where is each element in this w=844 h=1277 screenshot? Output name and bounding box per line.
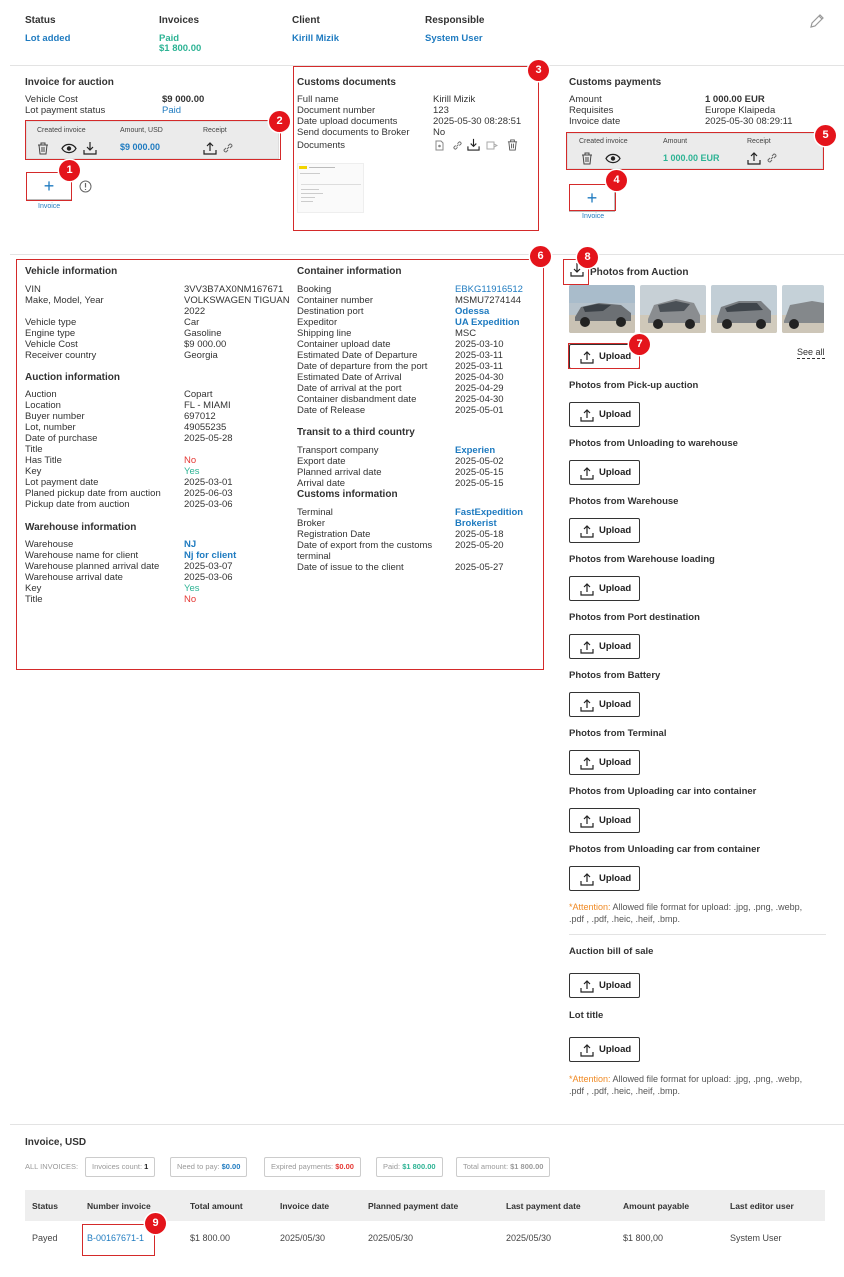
info-label: Warehouse arrival date xyxy=(25,572,123,583)
customs-docs-value: 2025-05-30 08:28:51 xyxy=(433,116,522,127)
info-value: 2025-03-11 xyxy=(455,361,503,372)
responsible-link[interactable]: System User xyxy=(425,33,483,44)
table-cell: 2025/05/30 xyxy=(280,1233,326,1243)
info-label: Container number xyxy=(297,295,374,306)
customs-docs-value: No xyxy=(433,127,446,138)
bill-of-sale-title: Auction bill of sale xyxy=(569,946,654,957)
info-value: 2025-04-30 xyxy=(455,394,504,405)
info-label: Key xyxy=(25,466,42,477)
info-value: 2025-05-01 xyxy=(455,405,504,416)
info-value: 2025-03-10 xyxy=(455,339,504,350)
upload-label: Upload xyxy=(599,467,632,478)
upload-label: Upload xyxy=(599,980,632,991)
info-label: Title xyxy=(25,444,43,455)
upload-label: Upload xyxy=(599,525,632,536)
upload-photos-button[interactable] xyxy=(569,402,640,427)
info-value: 2025-04-30 xyxy=(455,372,504,383)
col-receipt: Receipt xyxy=(203,127,227,134)
info-label: Pickup date from auction xyxy=(25,499,130,510)
marker-badge-1: 1 xyxy=(59,160,80,181)
info-label: Expeditor xyxy=(297,317,338,328)
info-label: Broker xyxy=(297,518,325,529)
invoices-amount: $1 800.00 xyxy=(159,43,202,54)
info-value: FL - MIAMI xyxy=(184,400,231,411)
col-created-invoice: Created invoice xyxy=(579,138,628,145)
info-label: terminal xyxy=(297,551,331,562)
requisites-label: Requisites xyxy=(569,105,614,116)
auction-info-title: Auction information xyxy=(25,372,120,383)
attention-text-2: .pdf , .pdf, .heic, .heif, .bmp. xyxy=(569,914,681,924)
status-value: Lot added xyxy=(25,33,71,44)
table-cell: 2025/05/30 xyxy=(506,1233,552,1243)
customs-invoice-amount: 1 000.00 EUR xyxy=(663,153,720,163)
marker-badge-6: 6 xyxy=(530,246,551,267)
info-value: Copart xyxy=(184,389,213,400)
client-label: Client xyxy=(292,15,320,26)
auction-photo-4[interactable] xyxy=(782,285,824,333)
info-label: Make, Model, Year xyxy=(25,295,104,306)
photos-auction-title: Photos from Auction xyxy=(590,267,689,278)
upload-label: Upload xyxy=(599,699,632,710)
info-label: Registration Date xyxy=(297,529,371,540)
attention-text: Allowed file format for upload: .jpg, .png, .webp, xyxy=(610,902,803,912)
upload-label: Upload xyxy=(599,641,632,652)
info-value: 2025-03-07 xyxy=(184,561,233,572)
customs-docs-row: Send documents to Broker xyxy=(297,127,410,138)
info-label: Estimated Date of Departure xyxy=(297,350,418,361)
auction-photo-3[interactable] xyxy=(711,285,777,333)
table-cell: $1 800,00 xyxy=(623,1233,664,1243)
info-value: 49055235 xyxy=(184,422,227,433)
invoice-auction-title: Invoice for auction xyxy=(25,77,114,88)
info-value[interactable]: Brokerist xyxy=(455,518,497,529)
upload-icon xyxy=(580,582,594,596)
invoice-date-value: 2025-05-30 08:29:11 xyxy=(705,116,793,127)
info-value: No xyxy=(184,455,197,466)
info-label: Title xyxy=(25,594,43,605)
upload-icon xyxy=(580,979,594,993)
invoices-paid: Paid xyxy=(159,33,180,44)
transit-title: Transit to a third country xyxy=(297,427,415,438)
marker-badge-4: 4 xyxy=(606,170,627,191)
info-label: Destination port xyxy=(297,306,364,317)
add-auction-invoice-button[interactable]: + xyxy=(26,172,72,200)
photo-section-title: Photos from Uploading car into container xyxy=(569,786,757,797)
info-label: Date of departure from the port xyxy=(297,361,428,372)
info-value: 2025-03-06 xyxy=(184,572,233,583)
info-label: Date of purchase xyxy=(25,433,98,444)
info-value: 2025-03-01 xyxy=(184,477,233,488)
info-label: Terminal xyxy=(297,507,333,518)
info-label: Estimated Date of Arrival xyxy=(297,372,402,383)
table-header-cell: Number invoice xyxy=(87,1201,151,1211)
upload-photos-button[interactable] xyxy=(569,866,640,891)
info-label: Shipping line xyxy=(297,328,352,339)
info-label: Planned arrival date xyxy=(297,467,382,478)
table-cell: System User xyxy=(730,1233,782,1243)
attention-label: *Attention: xyxy=(569,902,611,912)
info-value: 2025-03-11 xyxy=(455,350,503,361)
upload-photos-button[interactable] xyxy=(569,750,640,775)
upload-icon xyxy=(580,698,594,712)
info-value: Car xyxy=(184,317,200,328)
invoice-summary-pill: Expired payments: $0.00 xyxy=(264,1157,361,1177)
upload-icon xyxy=(580,524,594,538)
invoice-usd-title: Invoice, USD xyxy=(25,1137,87,1148)
see-all-link[interactable]: See all xyxy=(797,347,825,357)
highlight-box-2 xyxy=(25,120,281,160)
info-value: 2025-05-15 xyxy=(455,478,504,489)
info-value: MSMU7274144 xyxy=(455,295,522,306)
info-label: Container disbandment date xyxy=(297,394,417,405)
info-value: Yes xyxy=(184,583,200,594)
upload-photos-button[interactable] xyxy=(569,634,640,659)
lot-status-value: Paid xyxy=(162,105,182,116)
info-value: No xyxy=(184,594,197,605)
all-invoices-label: ALL INVOICES: xyxy=(25,1162,79,1171)
info-value: VOLKSWAGEN TIGUAN xyxy=(184,295,290,306)
invoice-summary-pill: Invoices count: 1 xyxy=(85,1157,155,1177)
col-amount: Amount, USD xyxy=(120,127,163,134)
marker-badge-7: 7 xyxy=(629,334,650,355)
upload-lot-title-button[interactable] xyxy=(569,1037,640,1062)
requisites-value: Europe Klaipeda xyxy=(705,105,776,116)
info-label: Lot payment date xyxy=(25,477,99,488)
photo-section-title: Photos from Warehouse loading xyxy=(569,554,715,565)
table-header-cell: Last editor user xyxy=(730,1201,794,1211)
upload-photos-button[interactable] xyxy=(569,460,640,485)
responsible-label: Responsible xyxy=(425,15,485,26)
info-value[interactable]: EBKG11916512 xyxy=(455,284,523,295)
add-invoice-label: Invoice xyxy=(38,203,61,210)
info-label: Date of Release xyxy=(297,405,366,416)
customs-docs-row: Document number xyxy=(297,105,376,116)
lot-title-title: Lot title xyxy=(569,1010,604,1021)
upload-icon xyxy=(580,466,594,480)
info-label: Transport company xyxy=(297,445,379,456)
add-invoice-label: Invoice xyxy=(582,213,605,220)
invoice-number-link[interactable]: B-00167671-1 xyxy=(87,1233,145,1243)
info-value: 2025-05-20 xyxy=(455,540,504,551)
attention-note xyxy=(569,901,829,925)
info-value[interactable]: FastExpedition xyxy=(455,507,524,518)
vehicle-cost-value: $9 000.00 xyxy=(162,94,205,105)
vehicle-cost-label: Vehicle Cost xyxy=(25,94,78,105)
info-value[interactable]: Experien xyxy=(455,445,496,456)
info-label: Lot, number xyxy=(25,422,76,433)
info-value[interactable]: UA Expedition xyxy=(455,317,520,328)
info-label: Planed pickup date from auction xyxy=(25,488,161,499)
info-label: Buyer number xyxy=(25,411,85,422)
info-label: Container upload date xyxy=(297,339,391,350)
info-value: 3VV3B7AX0NM167671 xyxy=(184,284,284,295)
photo-section-title: Photos from Unloading car from container xyxy=(569,844,761,855)
table-cell: 2025/05/30 xyxy=(368,1233,414,1243)
upload-label: Upload xyxy=(599,409,632,420)
auction-photo-1[interactable] xyxy=(569,285,635,333)
invoice-date-label: Invoice date xyxy=(569,116,621,127)
table-header-cell: Last payment date xyxy=(506,1201,581,1211)
info-value: Gasoline xyxy=(184,328,222,339)
invoice-summary-pill: Total amount: $1 800.00 xyxy=(456,1157,550,1177)
table-header-cell: Invoice date xyxy=(280,1201,330,1211)
info-label: Engine type xyxy=(25,328,76,339)
info-label: Auction xyxy=(25,389,57,400)
client-link[interactable]: Kirill Mizik xyxy=(292,33,339,44)
info-value: $9 000.00 xyxy=(184,339,227,350)
photo-section-title: Photos from Battery xyxy=(569,670,661,681)
upload-icon xyxy=(580,408,594,422)
upload-label: Upload xyxy=(599,873,632,884)
upload-icon xyxy=(580,640,594,654)
status-label: Status xyxy=(25,15,56,26)
info-label: Vehicle type xyxy=(25,317,77,328)
col-created-invoice: Created invoice xyxy=(37,127,86,134)
info-label: Receiver country xyxy=(25,350,97,361)
info-value: Yes xyxy=(184,466,200,477)
photo-section-title: Photos from Warehouse xyxy=(569,496,679,507)
col-amount: Amount xyxy=(663,138,688,145)
lot-status-label: Lot payment status xyxy=(25,105,106,116)
info-value: 2025-05-27 xyxy=(455,562,504,573)
customs-payment-amount-label: Amount xyxy=(569,94,602,105)
info-value: MSC xyxy=(455,328,477,339)
highlight-box-6 xyxy=(16,259,544,670)
upload-photos-button[interactable] xyxy=(569,576,640,601)
attention-text: Allowed file format for upload: .jpg, .png, .webp, xyxy=(610,1074,803,1084)
info-value: 2025-05-15 xyxy=(455,467,504,478)
info-label: Date of arrival at the port xyxy=(297,383,402,394)
warehouse-info-title: Warehouse information xyxy=(25,522,137,533)
customs-info-title: Customs information xyxy=(297,489,398,500)
attention-text-2: .pdf , .pdf, .heic, .heif, .bmp. xyxy=(569,1086,681,1096)
customs-docs-value: Kirill Mizik xyxy=(433,94,476,105)
upload-bill-of-sale-button[interactable] xyxy=(569,973,640,998)
info-value: 2025-05-02 xyxy=(455,456,504,467)
info-value[interactable]: NJ xyxy=(184,539,197,550)
upload-icon xyxy=(580,1043,594,1057)
table-header-cell: Amount payable xyxy=(623,1201,690,1211)
customs-docs-row: Date upload documents xyxy=(297,116,398,127)
table-cell: Payed xyxy=(32,1233,58,1243)
upload-icon xyxy=(580,814,594,828)
info-value: 2025-06-03 xyxy=(184,488,233,499)
container-info-title: Container information xyxy=(297,266,402,277)
upload-photos-button[interactable] xyxy=(569,808,640,833)
highlight-box-3 xyxy=(293,66,539,231)
info-label: Export date xyxy=(297,456,346,467)
customs-docs-title: Customs documents xyxy=(297,77,396,88)
table-header-cell: Planned payment date xyxy=(368,1201,459,1211)
vehicle-info-title: Vehicle information xyxy=(25,266,118,277)
marker-badge-5: 5 xyxy=(815,125,836,146)
auction-photo-2[interactable] xyxy=(640,285,706,333)
upload-photos-button[interactable] xyxy=(569,692,640,717)
upload-label: Upload xyxy=(599,583,632,594)
info-value: 2025-03-06 xyxy=(184,499,233,510)
pencil-icon[interactable] xyxy=(809,13,825,29)
invoice-summary-pill: Need to pay: $0.00 xyxy=(170,1157,247,1177)
info-label: Has Title xyxy=(25,455,62,466)
highlight-box-9 xyxy=(82,1224,155,1256)
info-label: Warehouse planned arrival date xyxy=(25,561,160,572)
info-value: 697012 xyxy=(184,411,216,422)
info-value: Georgia xyxy=(184,350,218,361)
upload-icon xyxy=(580,872,594,886)
photo-section-title: Photos from Port destination xyxy=(569,612,700,623)
table-cell: $1 800.00 xyxy=(190,1233,231,1243)
info-label: Date of export from the customs xyxy=(297,540,433,551)
info-label: Location xyxy=(25,400,61,411)
invoices-label: Invoices xyxy=(159,15,200,26)
upload-label: Upload xyxy=(599,1044,632,1055)
marker-badge-2: 2 xyxy=(269,111,290,132)
upload-label: Upload xyxy=(599,351,632,362)
highlight-box-5 xyxy=(566,132,824,170)
customs-docs-row: Documents xyxy=(297,140,346,151)
info-value[interactable]: Nj for client xyxy=(184,550,237,561)
info-label: Warehouse xyxy=(25,539,74,550)
info-label: VIN xyxy=(25,284,41,295)
invoice-summary-pill: Paid: $1 800.00 xyxy=(376,1157,443,1177)
info-value[interactable]: Odessa xyxy=(455,306,490,317)
table-header-cell: Total amount xyxy=(190,1201,243,1211)
add-customs-invoice-button[interactable]: + xyxy=(569,184,615,212)
attention-note xyxy=(569,1073,829,1097)
upload-label: Upload xyxy=(599,815,632,826)
info-label: Date of issue to the client xyxy=(297,562,404,573)
info-label: Key xyxy=(25,583,42,594)
info-value: 2025-05-18 xyxy=(455,529,504,540)
table-header-cell: Status xyxy=(32,1201,58,1211)
attention-label: *Attention: xyxy=(569,1074,611,1084)
info-label: Vehicle Cost xyxy=(25,339,78,350)
customs-docs-row: Full name xyxy=(297,94,339,105)
photo-section-title: Photos from Pick-up auction xyxy=(569,380,699,391)
info-label: Arrival date xyxy=(297,478,346,489)
info-label: Warehouse name for client xyxy=(25,550,139,561)
info-value: 2025-05-28 xyxy=(184,433,233,444)
upload-icon xyxy=(580,756,594,770)
customs-payment-amount: 1 000.00 EUR xyxy=(705,94,765,105)
upload-photos-button[interactable] xyxy=(569,518,640,543)
marker-badge-9: 9 xyxy=(145,1213,166,1234)
info-value: 2025-04-29 xyxy=(455,383,504,394)
upload-label: Upload xyxy=(599,757,632,768)
marker-badge-8: 8 xyxy=(577,247,598,268)
info-label: Booking xyxy=(297,284,332,295)
marker-badge-3: 3 xyxy=(528,60,549,81)
info-icon[interactable] xyxy=(79,180,92,193)
photo-section-title: Photos from Terminal xyxy=(569,728,667,739)
customs-docs-value: 123 xyxy=(433,105,449,116)
photo-section-title: Photos from Unloading to warehouse xyxy=(569,438,738,449)
auction-invoice-amount: $9 000.00 xyxy=(120,142,161,152)
col-receipt: Receipt xyxy=(747,138,771,145)
info-value: 2022 xyxy=(184,306,206,317)
customs-payments-title: Customs payments xyxy=(569,77,662,88)
